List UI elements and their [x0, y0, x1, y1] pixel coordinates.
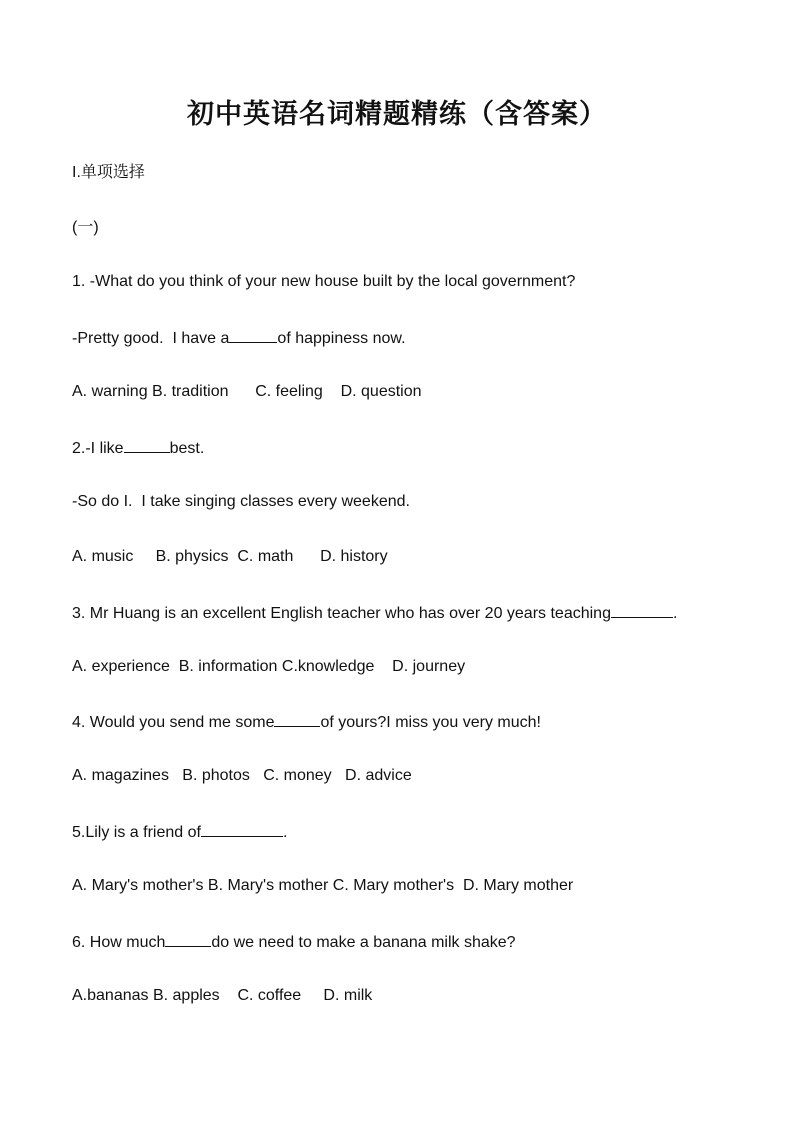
subsection-heading: (一)	[72, 219, 99, 236]
question-6-text-after: do we need to make a banana milk shake?	[211, 934, 516, 951]
question-4-stem	[72, 710, 541, 734]
question-4-options: A. magazines B. photos C. money D. advice	[72, 767, 412, 784]
question-3-options: A. experience B. information C.knowledge D. journey	[72, 658, 466, 675]
question-6-stem	[72, 930, 516, 954]
question-6-text-before: 6. How much	[72, 934, 166, 951]
section-heading: I.单项选择	[72, 164, 145, 181]
question-2-stem	[72, 436, 204, 460]
question-1-stem: 1. -What do you think of your new house built by the local government?	[72, 273, 576, 290]
question-3-stem	[72, 601, 677, 625]
answer-blank	[274, 710, 320, 727]
answer-blank	[229, 326, 277, 343]
question-1-text-after: of happiness now.	[277, 330, 406, 347]
question-2-text-before: 2.-I like	[72, 440, 124, 457]
question-2-options: A. music B. physics C. math D. history	[72, 548, 388, 565]
question-4-text-after: of yours?I miss you very much!	[320, 714, 541, 731]
question-1-line-2	[72, 326, 406, 350]
question-2-line-2: -So do I. I take singing classes every weekend.	[72, 493, 410, 510]
question-6-options: A.bananas B. apples C. coffee D. milk	[72, 987, 373, 1004]
answer-blank	[165, 930, 211, 947]
question-1-options: A. warning B. tradition C. feeling D. question	[72, 383, 422, 400]
answer-blank	[201, 820, 283, 837]
answer-blank	[124, 436, 170, 453]
question-3-text-before: 3. Mr Huang is an excellent English teacher who has over 20 years teaching	[72, 605, 611, 622]
question-5-text-after: .	[282, 824, 288, 841]
question-1-text-before: -Pretty good. I have a	[72, 330, 230, 347]
document-title: 初中英语名词精题精练（含答案）	[187, 99, 607, 130]
question-4-text-before: 4. Would you send me some	[72, 714, 275, 731]
question-3-text-after: .	[672, 605, 678, 622]
question-5-options: A. Mary's mother's B. Mary's mother C. Mary mother's D. Mary mother	[72, 877, 574, 894]
question-2-text-after: best.	[169, 440, 205, 457]
question-5-stem	[72, 820, 287, 844]
answer-blank	[611, 601, 673, 618]
question-5-text-before: 5.Lily is a friend of	[72, 824, 201, 841]
